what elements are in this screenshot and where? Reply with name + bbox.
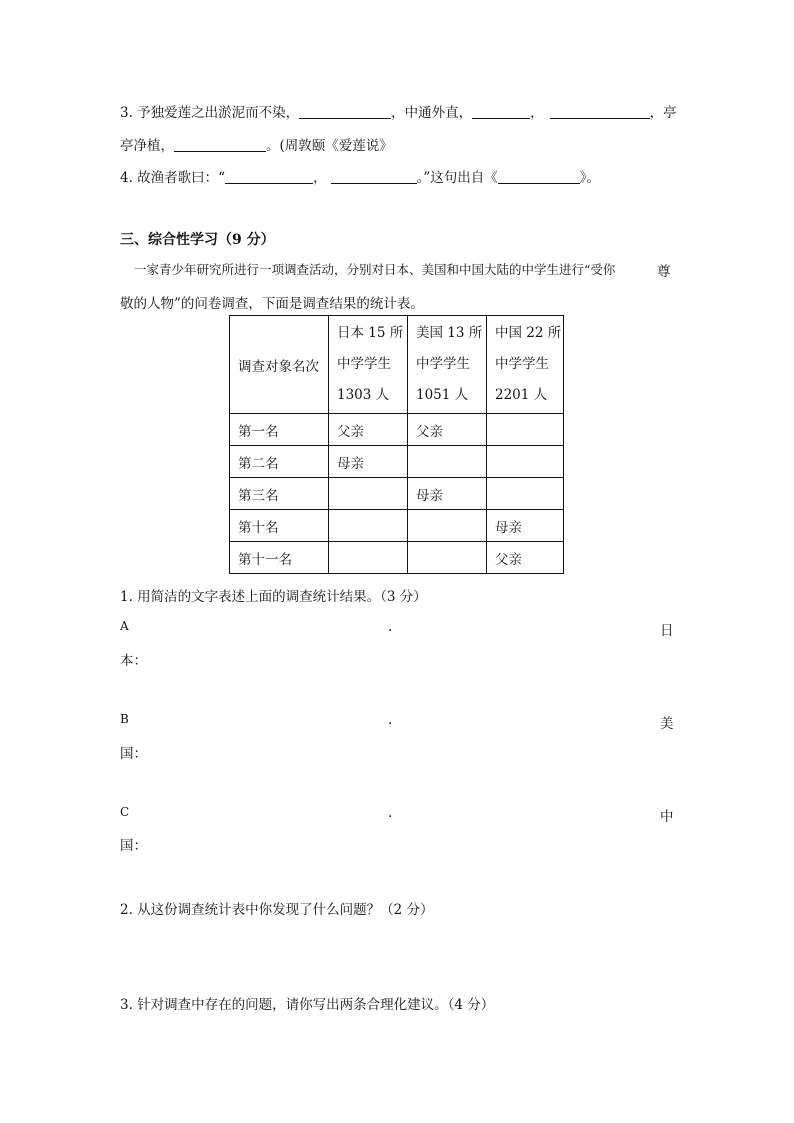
japan-cell (329, 510, 408, 542)
japan-cell (329, 478, 408, 510)
intro-line-2: 敬的人物”的问卷调查，下面是调查结果的统计表。 (120, 296, 424, 312)
header-japan-line3: 1303 人 (337, 387, 390, 403)
table-row (230, 542, 564, 574)
rank-cell: 第三名 (230, 478, 329, 510)
header-usa-line3: 1051 人 (416, 387, 469, 403)
header-china-line1: 中国 22 所 (495, 325, 562, 341)
answer-b-letter: B (120, 712, 129, 726)
poem-q3-line1 (120, 101, 677, 121)
table-row (230, 478, 564, 510)
q4-text-2: ， (313, 170, 327, 186)
question-1: 1. 用简洁的文字表述上面的调查统计结果。（3 分） (120, 589, 427, 605)
q3-blank-1[interactable] (299, 104, 391, 119)
header-china-line2: 中学学生 (495, 356, 549, 372)
china-cell: 母亲 (487, 510, 564, 542)
japan-cell: 父亲 (329, 414, 408, 446)
japan-cell: 母亲 (329, 446, 408, 478)
q3-blank-3[interactable] (550, 104, 650, 119)
answer-a-letter: A (120, 619, 129, 633)
answer-a-end: 日 (660, 623, 674, 639)
q3-blank-2[interactable] (472, 104, 530, 119)
table-row (230, 446, 564, 478)
rank-cell: 第十名 (230, 510, 329, 542)
poem-q3-line2 (120, 134, 393, 154)
rank-cell: 第二名 (230, 446, 329, 478)
q3-text-5: 亭净植， (120, 138, 174, 154)
table-row (230, 414, 564, 446)
rank-cell: 第一名 (230, 414, 329, 446)
header-japan-line2: 中学学生 (337, 356, 391, 372)
header-cell-japan (329, 316, 408, 414)
rank-cell: 第十一名 (230, 542, 329, 574)
table-header-row (230, 316, 564, 414)
usa-cell: 父亲 (408, 414, 487, 446)
survey-table (229, 315, 564, 574)
answer-b-wrap: 国： (120, 746, 147, 762)
china-cell (487, 478, 564, 510)
q4-text-1: 4. 故渔者歌曰：“ (120, 170, 226, 186)
header-cell-rank (230, 316, 329, 414)
q3-text-4: ，亭 (649, 105, 677, 121)
q4-text-4: 》。 (579, 170, 600, 186)
intro-line-1: 一家青少年研究所进行一项调查活动，分别对日本、美国和中国大陆的中学生进行“受你 (134, 262, 616, 277)
q4-blank-2[interactable] (331, 169, 417, 184)
answer-c-dot: . (388, 805, 393, 821)
question-2: 2. 从这份调查统计表中你发现了什么问题？（2 分） (120, 902, 434, 918)
answer-b-end: 美 (660, 716, 674, 732)
q4-blank-3[interactable] (498, 169, 580, 184)
answer-a-dot: . (388, 619, 393, 635)
table-row (230, 510, 564, 542)
japan-cell (329, 542, 408, 574)
header-usa-line1: 美国 13 所 (416, 325, 483, 341)
q3-text-2: ，中通外直， (391, 105, 473, 121)
header-rank-label: 调查对象名次 (238, 358, 319, 375)
header-cell-china (487, 316, 564, 414)
answer-a-wrap: 本： (120, 653, 147, 669)
usa-cell (408, 446, 487, 478)
header-china-line3: 2201 人 (495, 387, 548, 403)
china-cell (487, 414, 564, 446)
header-japan-line1: 日本 15 所 (337, 325, 404, 341)
header-usa-line2: 中学学生 (416, 356, 470, 372)
china-cell (487, 446, 564, 478)
china-cell: 父亲 (487, 542, 564, 574)
intro-line-1-end: 尊 (657, 264, 671, 280)
section-title: 三、综合性学习（9 分） (120, 232, 275, 248)
q4-text-3: 。”这句出自《 (416, 170, 498, 186)
q3-text-3: ， (530, 105, 544, 121)
usa-cell: 母亲 (408, 478, 487, 510)
header-cell-usa (408, 316, 487, 414)
usa-cell (408, 542, 487, 574)
answer-b-dot: . (388, 712, 393, 728)
q3-text-1: 3. 予独爱莲之出淤泥而不染， (120, 105, 300, 121)
answer-c-wrap: 国： (120, 838, 147, 854)
poem-q4-line (120, 166, 600, 186)
q4-blank-1[interactable] (225, 169, 313, 184)
q3-blank-4[interactable] (174, 137, 266, 152)
usa-cell (408, 510, 487, 542)
question-3: 3. 针对调查中存在的问题，请你写出两条合理化建议。（4 分） (120, 997, 495, 1013)
answer-c-end: 中 (660, 809, 674, 825)
answer-c-letter: C (120, 805, 130, 819)
q3-text-6: 。(周敦颐《爱莲说》 (266, 138, 393, 154)
